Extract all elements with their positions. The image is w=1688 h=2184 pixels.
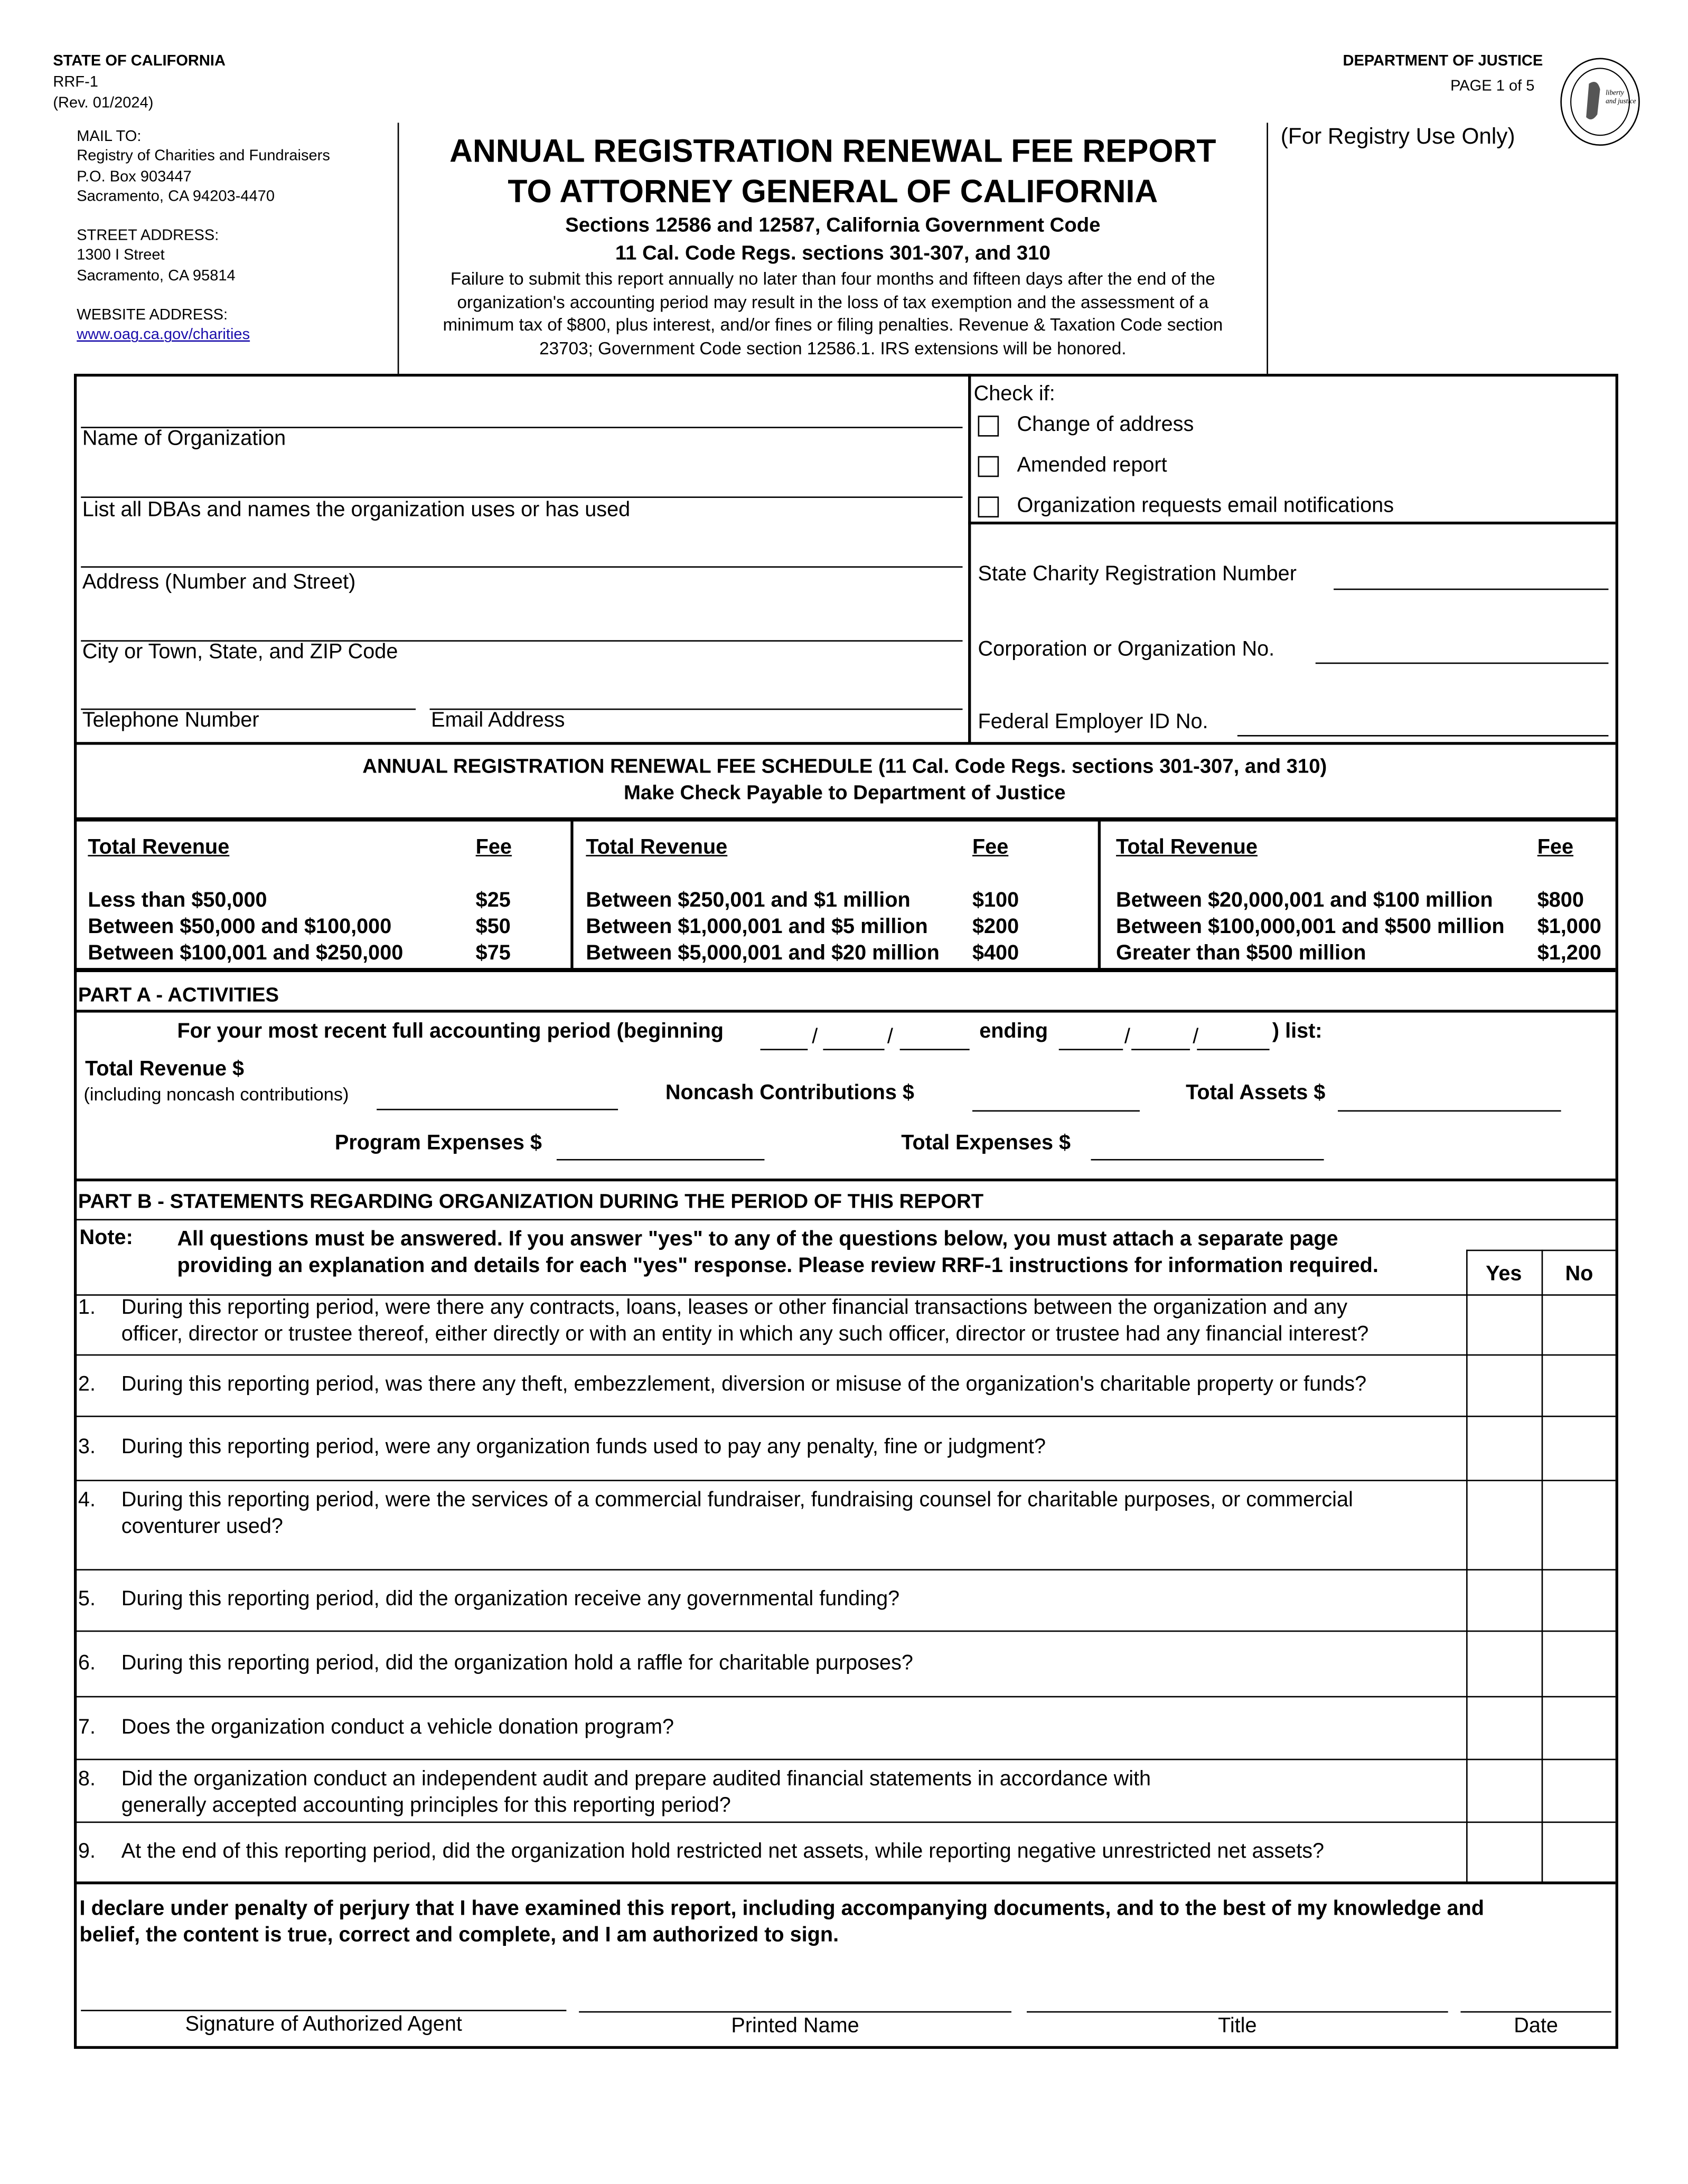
email-notifications-checkbox[interactable] (978, 496, 999, 517)
no-header: No (1565, 1262, 1593, 1286)
mail-block (77, 127, 330, 345)
fee-range: Between $100,001 and $250,000 (88, 941, 404, 965)
divider (74, 817, 1616, 822)
question-text (121, 1651, 913, 1677)
dbas-label: List all DBAs and names the organization uses or has used (82, 497, 631, 522)
phone-label: Telephone Number (82, 708, 259, 732)
change-of-address-label: Change of address (1017, 412, 1194, 437)
yes-answer-cell[interactable] (1468, 1632, 1540, 1695)
form-revision: (Rev. 01/2024) (53, 95, 154, 112)
failure-notice (399, 268, 1267, 360)
state-label: STATE OF CALIFORNIA (53, 53, 226, 70)
no-answer-cell[interactable] (1543, 1697, 1614, 1757)
no-answer-cell[interactable] (1543, 1823, 1614, 1881)
no-answer-cell[interactable] (1543, 1760, 1614, 1820)
note-line: All questions must be answered. If you answer "yes" to any of the questions below, you must attach a separate page (177, 1227, 1338, 1251)
total-revenue-input[interactable] (377, 1109, 618, 1110)
fee-amount: $75 (475, 941, 511, 965)
question-number: 2. (78, 1372, 96, 1396)
total-expenses-input[interactable] (1091, 1159, 1324, 1161)
fein-label: Federal Employer ID No. (978, 710, 1208, 734)
end-month-input[interactable] (1059, 1049, 1123, 1050)
question-number: 8. (78, 1767, 96, 1791)
fee-amount: $200 (972, 915, 1019, 939)
change-of-address-checkbox[interactable] (978, 416, 999, 437)
note-text (177, 1226, 1378, 1279)
declaration-line: I declare under penalty of perjury that I have examined this report, including accompanying documents, and to the best of my knowledge and (79, 1897, 1484, 1921)
svg-text:and justice: and justice (1606, 97, 1636, 105)
date-label: Date (1514, 2014, 1558, 2038)
website-link[interactable]: www.oag.ca.gov/charities (77, 327, 250, 344)
question-text (121, 1587, 899, 1613)
ending-label: ending (979, 1019, 1048, 1043)
divider (74, 1881, 1616, 1884)
question-line: coventurer used? (121, 1514, 283, 1538)
no-answer-cell[interactable] (1543, 1355, 1614, 1414)
amended-report-label: Amended report (1017, 453, 1167, 477)
yes-answer-cell[interactable] (1468, 1417, 1540, 1479)
slash: / (1193, 1025, 1199, 1049)
yes-answer-cell[interactable] (1468, 1697, 1540, 1757)
org-name-label: Name of Organization (82, 427, 286, 451)
total-assets-label: Total Assets $ (1186, 1081, 1326, 1105)
regs-reference: 11 Cal. Code Regs. sections 301-307, and 310 (615, 242, 1051, 265)
divider (74, 1179, 1616, 1181)
website-label: WEBSITE ADDRESS: (77, 307, 228, 324)
page-number: PAGE 1 of 5 (1450, 78, 1535, 95)
fee-col-fee-header: Fee (972, 835, 1009, 860)
row-divider (74, 1569, 1616, 1570)
fee-col-fee-header: Fee (1537, 835, 1574, 860)
divider (74, 968, 1616, 972)
question-number: 4. (78, 1488, 96, 1512)
question-text (121, 1372, 1366, 1398)
row-divider (74, 1631, 1616, 1632)
slash: / (1124, 1025, 1130, 1049)
yes-answer-cell[interactable] (1468, 1570, 1540, 1629)
total-expenses-label: Total Expenses $ (901, 1131, 1071, 1155)
begin-month-input[interactable] (761, 1049, 808, 1050)
check-divider (968, 522, 1616, 524)
date-input[interactable] (1460, 2011, 1611, 2013)
divider (74, 1219, 1616, 1220)
fee-col-revenue-header: Total Revenue (88, 835, 230, 860)
mail-to-label: MAIL TO: (77, 128, 142, 145)
address-label: Address (Number and Street) (82, 570, 356, 595)
title-block (399, 131, 1267, 360)
fee-schedule-subtitle: Make Check Payable to Department of Justice (624, 782, 1066, 805)
end-day-input[interactable] (1131, 1049, 1190, 1050)
fee-range: Between $1,000,001 and $5 million (586, 915, 928, 939)
question-line: During this reporting period, did the organization receive any governmental funding? (121, 1587, 900, 1611)
fee-col-revenue-header: Total Revenue (1116, 835, 1258, 860)
slash: / (812, 1025, 818, 1049)
notice-line: organization's accounting period may result in the loss of tax exemption and the assessment of a (457, 292, 1209, 312)
row-divider (74, 1480, 1616, 1481)
question-line: Did the organization conduct an independent audit and prepare audited financial statements in accordance with (121, 1767, 1151, 1791)
question-line: During this reporting period, were there any contracts, loans, leases or other financial transactions between the organization and any (121, 1295, 1348, 1320)
question-line: generally accepted accounting principles for this reporting period? (121, 1793, 731, 1817)
total-assets-input[interactable] (1338, 1110, 1561, 1112)
street-line: 1300 I Street (77, 247, 165, 265)
yes-answer-cell[interactable] (1468, 1760, 1540, 1820)
end-year-input[interactable] (1197, 1049, 1269, 1050)
fee-amount: $400 (972, 941, 1019, 965)
question-number: 1. (78, 1295, 96, 1320)
doj-seal-icon (1558, 56, 1642, 148)
question-text (121, 1488, 1353, 1540)
question-number: 5. (78, 1587, 96, 1611)
question-text (121, 1715, 674, 1740)
question-number: 3. (78, 1435, 96, 1459)
begin-year-input[interactable] (900, 1049, 970, 1050)
slash: / (887, 1025, 893, 1049)
question-number: 9. (78, 1839, 96, 1863)
svg-text:liberty: liberty (1606, 88, 1624, 97)
yes-answer-cell[interactable] (1468, 1481, 1540, 1568)
note-label: Note: (79, 1226, 133, 1250)
question-text (121, 1435, 1046, 1461)
row-divider (74, 1354, 1616, 1356)
title-input[interactable] (1027, 2011, 1448, 2013)
row-divider (74, 1822, 1616, 1823)
charity-reg-input[interactable] (1334, 589, 1608, 590)
corp-no-input[interactable] (1316, 663, 1609, 664)
mail-line: Sacramento, CA 94203-4470 (77, 188, 275, 205)
row-divider (74, 1759, 1616, 1761)
yes-answer-cell[interactable] (1468, 1355, 1540, 1414)
noncash-input[interactable] (972, 1110, 1140, 1112)
fee-amount: $50 (475, 915, 511, 939)
department-label: DEPARTMENT OF JUSTICE (1343, 53, 1543, 70)
program-expenses-input[interactable] (557, 1159, 765, 1161)
row-divider (74, 1416, 1616, 1417)
question-line: During this reporting period, were the services of a commercial fundraiser, fundraising counsel for charitable purposes, or commercial (121, 1488, 1353, 1512)
question-line: At the end of this reporting period, did the organization hold restricted net assets, while reporting negative unrestricted net assets? (121, 1839, 1325, 1863)
fee-range: Between $100,000,001 and $500 million (1116, 915, 1505, 939)
fee-amount: $100 (972, 888, 1019, 912)
row-divider (74, 1696, 1616, 1698)
org-id-divider (968, 374, 971, 743)
fee-col-revenue-header: Total Revenue (586, 835, 728, 860)
question-line: Does the organization conduct a vehicle donation program? (121, 1715, 674, 1739)
fee-col-divider (570, 818, 573, 969)
program-expenses-label: Program Expenses $ (334, 1131, 542, 1155)
title-label: Title (1218, 2014, 1257, 2038)
period-prefix: For your most recent full accounting period (beginning (177, 1019, 724, 1043)
page-title: ANNUAL REGISTRATION RENEWAL FEE REPORT (449, 132, 1216, 169)
street-line: Sacramento, CA 95814 (77, 267, 236, 285)
no-answer-cell[interactable] (1543, 1632, 1614, 1695)
part-b-title: PART B - STATEMENTS REGARDING ORGANIZATION DURING THE PERIOD OF THIS REPORT (78, 1191, 984, 1213)
fee-amount: $25 (475, 888, 511, 912)
statute-reference: Sections 12586 and 12587, California Government Code (565, 214, 1101, 238)
notice-line: Failure to submit this report annually no later than four months and fifteen days after the end of the (450, 269, 1215, 289)
email-notifications-label: Organization requests email notifications (1017, 494, 1394, 517)
fee-range: Between $20,000,001 and $100 million (1116, 888, 1493, 912)
fee-col-divider (1098, 818, 1101, 969)
question-number: 7. (78, 1715, 96, 1739)
question-text (121, 1296, 1368, 1348)
question-line: During this reporting period, were any organization funds used to pay any penalty, fine or judgment? (121, 1435, 1046, 1459)
fee-range: Between $250,001 and $1 million (586, 888, 911, 912)
begin-day-input[interactable] (823, 1049, 884, 1050)
mail-line: P.O. Box 903447 (77, 168, 192, 185)
note-line: providing an explanation and details for each "yes" response. Please review RRF-1 instructions for information required. (177, 1254, 1378, 1278)
registry-use-label: (For Registry Use Only) (1280, 125, 1515, 149)
header-divider-right (1267, 123, 1268, 373)
city-label: City or Town, State, and ZIP Code (82, 640, 398, 664)
including-noncash-note: (including noncash contributions) (83, 1084, 349, 1105)
declaration-line: belief, the content is true, correct and complete, and I am authorized to sign. (79, 1923, 839, 1947)
divider (74, 742, 1616, 745)
fee-amount: $1,000 (1537, 915, 1601, 939)
corp-no-label: Corporation or Organization No. (978, 637, 1275, 661)
printed-name-input[interactable] (579, 2011, 1011, 2013)
question-text (121, 1840, 1324, 1866)
no-answer-cell[interactable] (1543, 1570, 1614, 1629)
signature-input[interactable] (81, 2010, 566, 2011)
fee-schedule-title: ANNUAL REGISTRATION RENEWAL FEE SCHEDULE (11 Cal. Code Regs. sections 301-307, and 310) (362, 756, 1327, 778)
signature-label: Signature of Authorized Agent (185, 2012, 462, 2037)
mail-line: Registry of Charities and Fundraisers (77, 148, 330, 165)
question-line: officer, director or trustee thereof, either directly or with an entity in which any such officer, director or trustee had any financial interest? (121, 1321, 1369, 1345)
question-text (121, 1767, 1151, 1819)
address-input[interactable] (81, 566, 962, 568)
fee-schedule-header (74, 755, 1616, 807)
notice-line: minimum tax of $800, plus interest, and/or fines or filing penalties. Revenue & Taxation Code section (443, 315, 1223, 335)
printed-name-label: Printed Name (731, 2014, 859, 2038)
fee-range: Less than $50,000 (88, 888, 267, 912)
check-if-label: Check if: (973, 382, 1055, 406)
fee-col-fee-header: Fee (475, 835, 512, 860)
fee-amount: $800 (1537, 888, 1584, 912)
question-line: During this reporting period, did the organization hold a raffle for charitable purposes? (121, 1650, 913, 1674)
email-label: Email Address (431, 708, 565, 732)
question-number: 6. (78, 1650, 96, 1674)
question-line: During this reporting period, was there any theft, embezzlement, diversion or misuse of the organization's charitable property or funds? (121, 1372, 1367, 1396)
yes-answer-cell[interactable] (1468, 1823, 1540, 1881)
no-answer-cell[interactable] (1543, 1481, 1614, 1568)
no-answer-cell[interactable] (1543, 1417, 1614, 1479)
no-answer-cell[interactable] (1543, 1296, 1614, 1353)
fee-amount: $1,200 (1537, 941, 1601, 965)
declaration (80, 1896, 1484, 1948)
fee-range: Between $50,000 and $100,000 (88, 915, 392, 939)
fee-range: Greater than $500 million (1116, 941, 1366, 965)
part-a-title: PART A - ACTIVITIES (78, 984, 279, 1008)
period-suffix: ) list: (1272, 1019, 1323, 1043)
street-label: STREET ADDRESS: (77, 228, 219, 244)
page-title-line2: TO ATTORNEY GENERAL OF CALIFORNIA (508, 173, 1158, 210)
notice-line: 23703; Government Code section 12586.1. IRS extensions will be honored. (539, 338, 1127, 358)
noncash-label: Noncash Contributions $ (665, 1081, 914, 1105)
yes-header: Yes (1486, 1262, 1522, 1286)
divider (74, 1010, 1616, 1012)
form-id: RRF-1 (53, 73, 98, 91)
fein-input[interactable] (1237, 735, 1609, 737)
charity-reg-label: State Charity Registration Number (978, 562, 1297, 586)
total-revenue-label: Total Revenue $ (85, 1057, 245, 1081)
amended-report-checkbox[interactable] (978, 456, 999, 477)
yes-answer-cell[interactable] (1468, 1296, 1540, 1353)
fee-range: Between $5,000,001 and $20 million (586, 941, 940, 965)
